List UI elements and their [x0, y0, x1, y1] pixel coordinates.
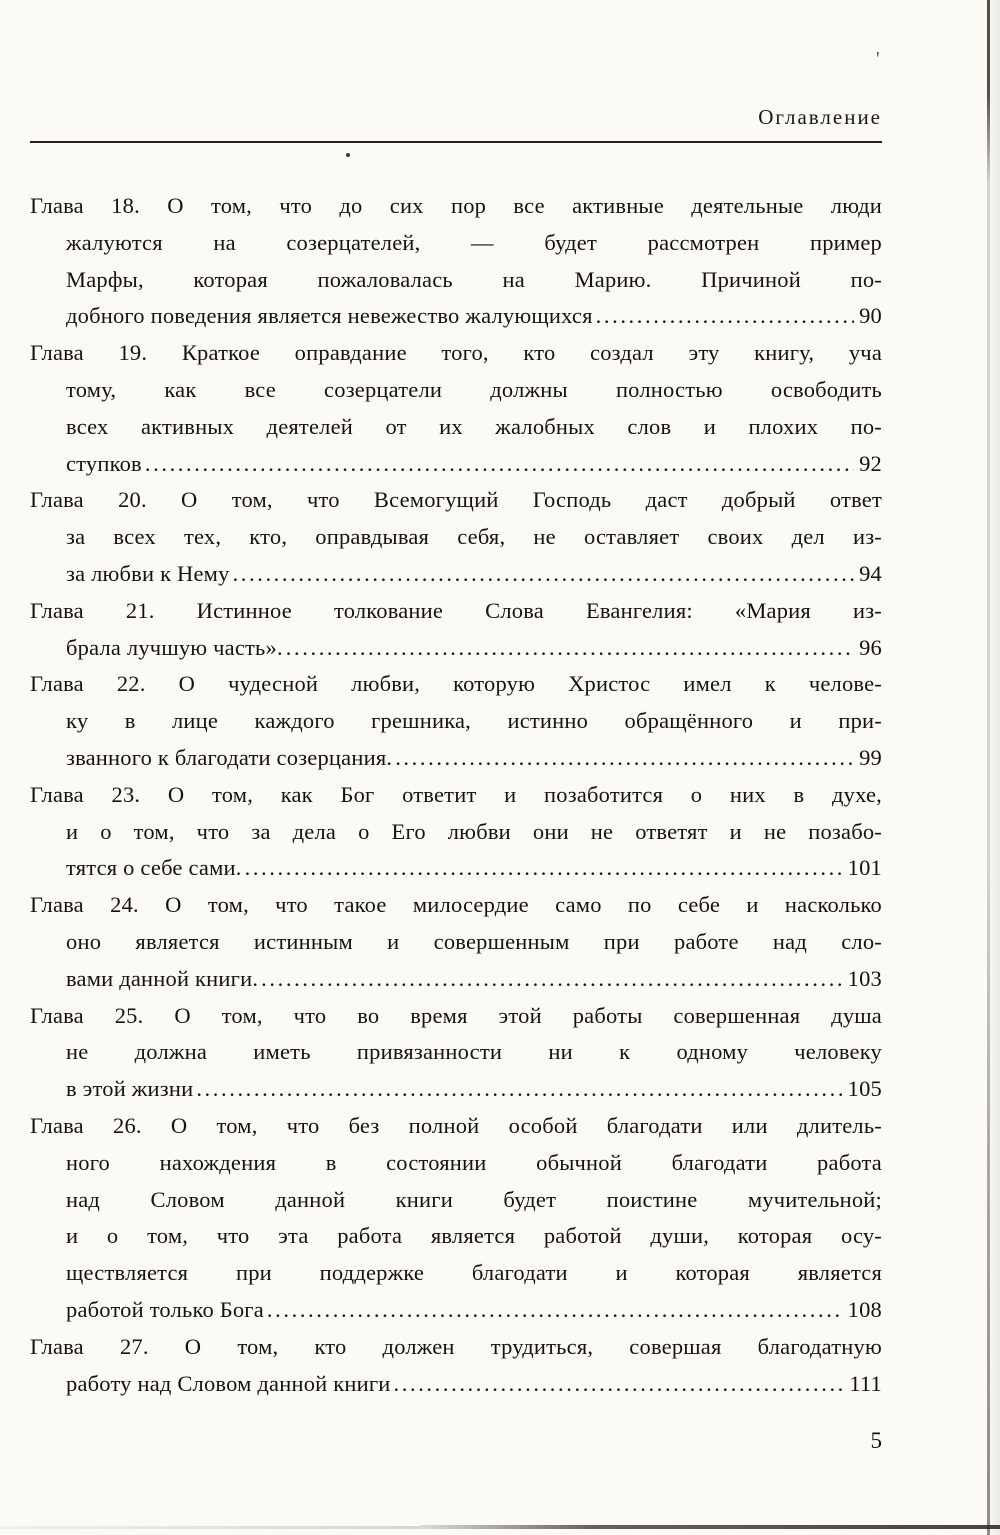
toc-entry-last-line — [30, 630, 882, 667]
dot-leader — [395, 740, 854, 777]
toc-entry — [30, 1329, 882, 1403]
toc-entry-page-number: 101 — [847, 855, 882, 881]
toc-entry-page-number: 94 — [859, 560, 882, 586]
scan-edge-right-line — [987, 0, 990, 1535]
toc-entry-line: не должна иметь привязанности ни к одному человеку — [66, 1039, 882, 1065]
toc-entry-page-number: 103 — [847, 965, 882, 991]
toc-entry-last-line — [30, 298, 882, 335]
dot-leader — [286, 630, 854, 667]
toc-entry-first-line: Глава 19. Краткое оправдание того, кто создал эту книгу, уча — [30, 340, 882, 366]
dot-leader — [394, 1366, 845, 1403]
toc-entry-last-text: брала лучшую часть». — [66, 634, 283, 660]
toc-entry-last-text: ступков — [66, 450, 142, 476]
toc-entry-last-text: в этой жизни — [66, 1076, 194, 1102]
scan-speck: ' — [876, 48, 880, 70]
toc-entry-line: над Словом данной книги будет поистине мучительной; — [66, 1186, 882, 1212]
table-of-contents — [30, 188, 882, 1402]
toc-entry-line: жалуются на созерцателей, — будет рассмотрен пример — [66, 229, 882, 255]
toc-entry — [30, 1108, 882, 1329]
toc-entry-line: оно является истинным и совершенным при работе над сло- — [66, 928, 882, 954]
toc-entry-page-number: 99 — [859, 744, 882, 770]
page-content — [30, 104, 882, 1402]
toc-entry-last-line — [30, 556, 882, 593]
toc-entry-page-number: 96 — [859, 634, 882, 660]
toc-entry-last-text: работой только Бога — [66, 1296, 264, 1322]
toc-entry — [30, 887, 882, 997]
dot-leader — [267, 1292, 843, 1329]
dot-leader — [596, 298, 854, 335]
toc-entry — [30, 188, 882, 335]
running-header: Оглавление — [758, 105, 882, 129]
toc-entry-first-line: Глава 23. О том, как Бог ответит и позаботится о них в духе, — [30, 781, 882, 807]
toc-entry — [30, 777, 882, 887]
toc-entry-line: всех активных деятелей от их жалобных слов и плохих по- — [66, 413, 882, 439]
toc-entry-line: тому, как все созерцатели должны полностью освободить — [66, 376, 882, 402]
toc-entry-last-line — [30, 1292, 882, 1329]
toc-entry-line: и о том, что за дела о Его любви они не ответят и не позабо- — [66, 818, 882, 844]
toc-entry-first-line: Глава 18. О том, что до сих пор все активные деятельные люди — [30, 193, 882, 218]
dot-leader — [245, 850, 843, 887]
toc-entry-last-line — [30, 740, 882, 777]
toc-entry — [30, 593, 882, 667]
toc-entry-line: Марфы, которая пожаловалась на Марию. Причиной по- — [66, 266, 882, 292]
toc-entry-line: за всех тех, кто, оправдывая себя, не оставляет своих дел из- — [66, 524, 882, 550]
toc-entry-line: ществляется при поддержке благодати и которая является — [66, 1260, 882, 1286]
toc-entry-page-number: 92 — [859, 450, 882, 476]
toc-entry-last-line — [30, 961, 882, 998]
toc-entry-last-line — [30, 1366, 882, 1403]
dot-leader — [196, 1071, 842, 1108]
dot-leader — [261, 961, 842, 998]
toc-entry-first-line: Глава 22. О чудесной любви, которую Христос имел к челове- — [30, 671, 882, 697]
toc-entry-line: ку в лице каждого грешника, истинно обращённого и при- — [66, 708, 882, 734]
scan-edge-bottom-faint — [0, 1526, 420, 1529]
scan-speck — [346, 153, 350, 157]
toc-entry-last-text: тятся о себе сами. — [66, 855, 242, 881]
toc-entry-first-line: Глава 26. О том, что без полной особой благодати или длитель- — [30, 1112, 882, 1138]
toc-entry-last-line — [30, 850, 882, 887]
toc-entry-page-number: 105 — [847, 1076, 882, 1102]
header-rule — [30, 141, 882, 143]
toc-entry — [30, 998, 882, 1108]
toc-entry-first-line: Глава 25. О том, что во время этой работы совершенная душа — [30, 1002, 882, 1028]
toc-entry-last-line — [30, 446, 882, 483]
toc-entry-first-line: Глава 21. Истинное толкование Слова Евангелия: «Мария из- — [30, 597, 882, 623]
toc-entry-line: ного нахождения в состоянии обычной благодати работа — [66, 1149, 882, 1175]
toc-entry-last-text: работу над Словом данной книги — [66, 1370, 391, 1396]
toc-entry-last-line — [30, 1071, 882, 1108]
toc-entry-last-text: за любви к Нему — [66, 560, 230, 586]
toc-entry-first-line: Глава 27. О том, кто должен трудиться, совершая благодатную — [30, 1333, 882, 1359]
scan-edge-bottom-line — [420, 1525, 1000, 1529]
page-number: 5 — [870, 1428, 882, 1453]
toc-entry — [30, 335, 882, 482]
toc-entry — [30, 666, 882, 776]
toc-entry-last-text: вами данной книги. — [66, 965, 259, 991]
toc-entry-page-number: 108 — [847, 1296, 882, 1322]
dot-leader — [233, 556, 855, 593]
toc-entry-line: и о том, что эта работа является работой души, которая осу- — [66, 1223, 882, 1249]
toc-entry-first-line: Глава 24. О том, что такое милосердие само по себе и насколько — [30, 892, 882, 918]
toc-entry-page-number: 90 — [859, 303, 882, 329]
toc-entry-first-line: Глава 20. О том, что Всемогущий Господь даст добрый ответ — [30, 487, 882, 513]
dot-leader — [145, 446, 854, 483]
toc-entry — [30, 482, 882, 592]
toc-entry-page-number: 111 — [849, 1370, 882, 1396]
toc-entry-last-text: добного поведения является невежество жалующихся — [66, 303, 593, 329]
toc-entry-last-text: званного к благодати созерцания. — [66, 744, 393, 770]
